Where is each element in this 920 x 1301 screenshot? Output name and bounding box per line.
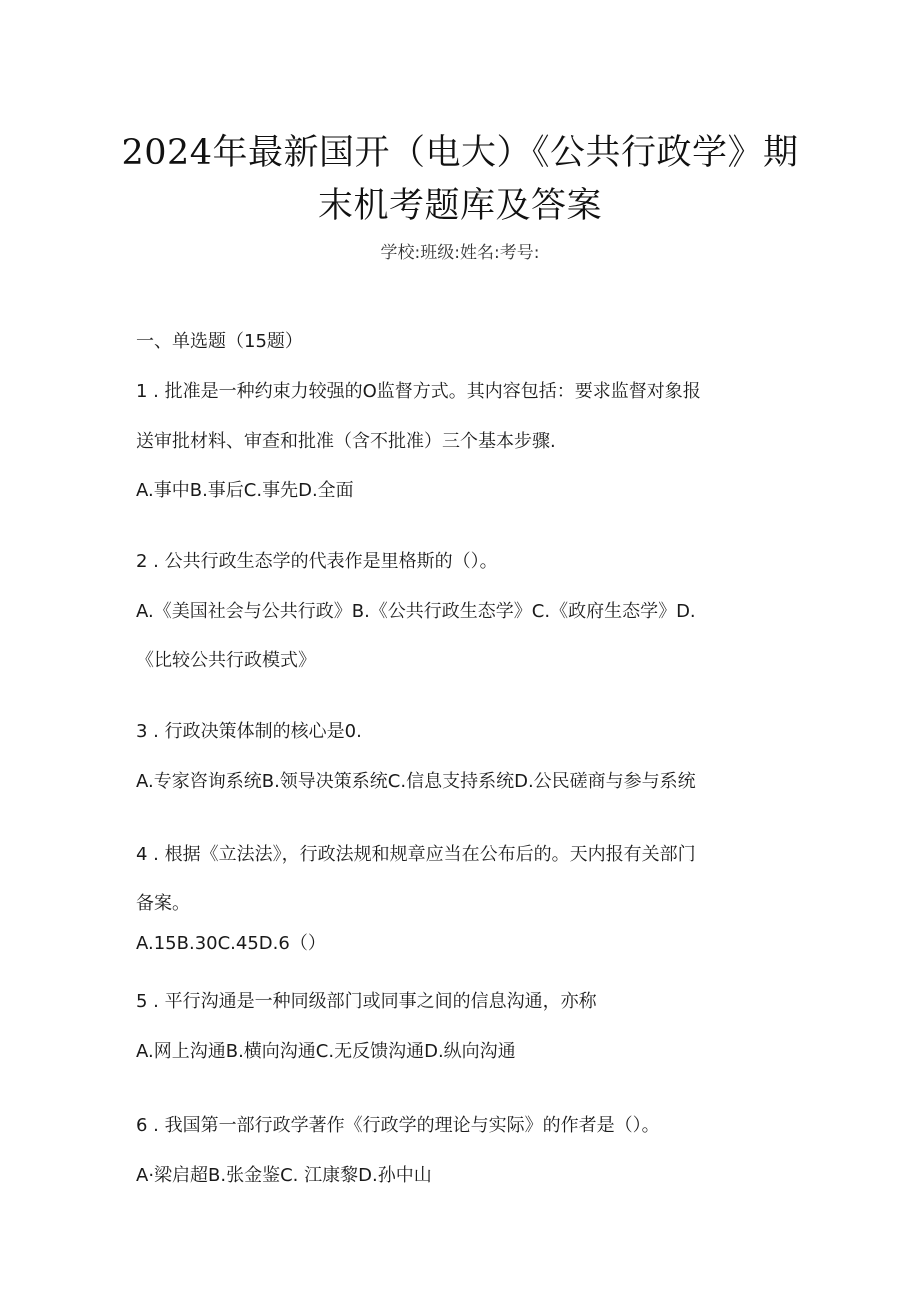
question-4-options: A.15B.30C.45D.6（） (136, 933, 326, 954)
question-2-stem: 2 . 公共行政生态学的代表作是里格斯的（）。 (136, 551, 498, 572)
question-2-options-line-2: 《比较公共行政模式》 (136, 650, 316, 671)
question-4-stem-line-1: 4 . 根据《立法法》，行政法规和规章应当在公布后的。天内报有关部门 (136, 844, 696, 865)
question-6-options: A·梁启超B.张金鉴C. 江康黎D.孙中山 (136, 1165, 432, 1186)
section-heading: 一、单选题（15题） (136, 331, 303, 352)
document-title-line-1: 2024年最新国开（电大）《公共行政学》期 (121, 133, 799, 173)
question-1-stem-line-1: 1 . 批准是一种约束力较强的O监督方式。其内容包括：要求监督对象报 (136, 381, 701, 402)
question-4-stem-line-2: 备案。 (136, 893, 190, 914)
question-6-stem: 6 . 我国第一部行政学著作《行政学的理论与实际》的作者是（）。 (136, 1115, 660, 1136)
question-2-options-line-1: A.《美国社会与公共行政》B.《公共行政生态学》C.《政府生态学》D. (136, 601, 696, 622)
document-title-line-2: 末机考题库及答案 (317, 186, 602, 226)
question-5-stem: 5 . 平行沟通是一种同级部门或同事之间的信息沟通，亦称 (136, 991, 597, 1012)
question-1-options: A.事中B.事后C.事先D.全面 (136, 480, 354, 501)
question-5-options: A.网上沟通B.横向沟通C.无反馈沟通D.纵向沟通 (136, 1041, 516, 1062)
student-info-line: 学校:班级:姓名:考号: (380, 243, 540, 263)
question-1-stem-line-2: 送审批材料、审查和批准（含不批准）三个基本步骤. (136, 431, 556, 452)
question-3-stem: 3 . 行政决策体制的核心是0. (136, 721, 362, 742)
question-3-options: A.专家咨询系统B.领导决策系统C.信息支持系统D.公民磋商与参与系统 (136, 771, 696, 792)
